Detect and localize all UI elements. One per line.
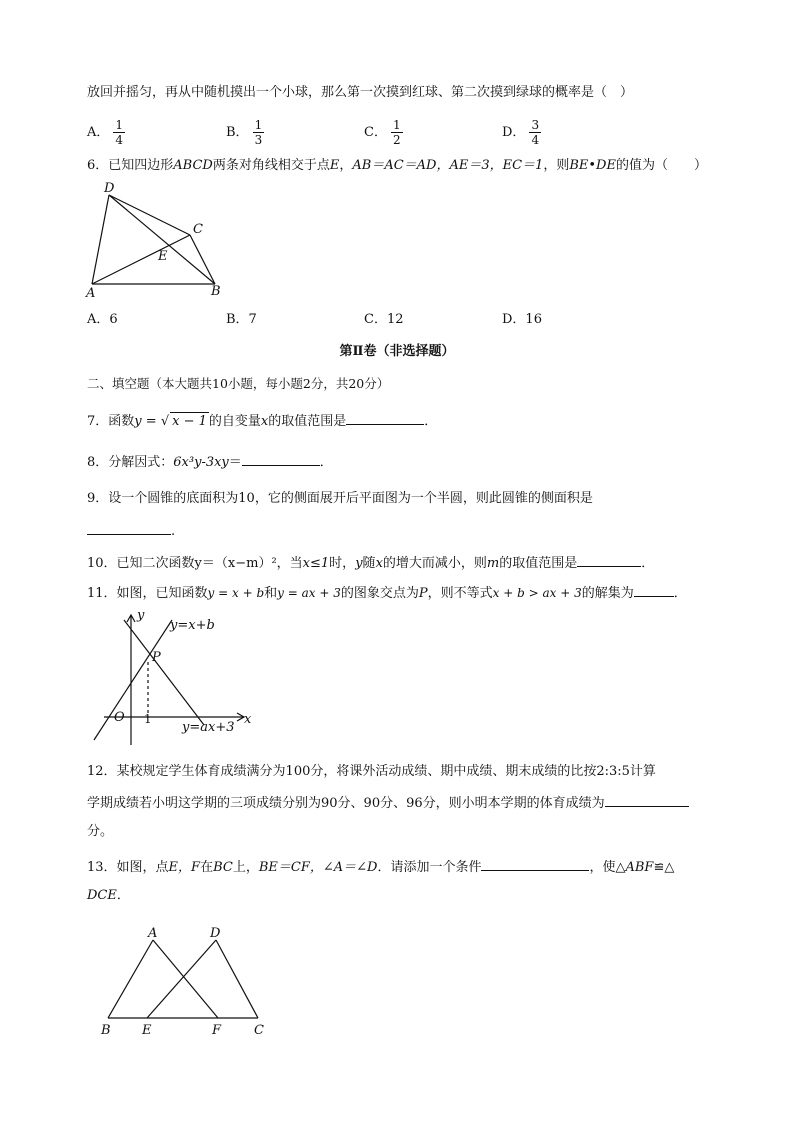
text: 的值为（ ） <box>615 158 707 173</box>
label-e: E <box>142 1023 152 1038</box>
diagonal-ac <box>92 235 190 284</box>
text: 上， <box>232 860 259 875</box>
math: AB＝AC＝AD，AE＝3，EC＝1 <box>352 158 544 173</box>
text: ． <box>641 556 655 571</box>
math: x≤1 <box>302 556 330 571</box>
denominator: 4 <box>115 133 124 147</box>
label-b: B <box>101 1023 111 1038</box>
text: 13．如图，点 <box>87 860 169 875</box>
sqrt-icon: √ <box>160 414 170 429</box>
text: 和 <box>264 586 278 601</box>
label-y-axis: y <box>137 608 145 623</box>
q7 <box>87 411 437 431</box>
text: 的取值范围是 <box>268 414 347 429</box>
math: y <box>134 414 142 429</box>
label-c: C <box>254 1023 264 1038</box>
math: y <box>355 556 363 571</box>
segment-af <box>153 940 218 1018</box>
label-a: A <box>148 926 158 941</box>
math: x + b > ax + 3 <box>492 586 582 600</box>
segment-ed <box>147 940 216 1018</box>
math: y = ax + 3 <box>277 586 341 600</box>
text: 的取值范围是 <box>499 556 578 571</box>
q6-option-b: B．7 <box>226 312 257 327</box>
fraction <box>253 118 265 147</box>
text: 学期成绩若小明这学期的三项成绩分别为90分、90分、96分，则小明本学期的体育成绩为 <box>87 796 605 811</box>
text: 8．分解因式： <box>87 455 174 470</box>
math: x <box>375 556 383 571</box>
text: 11．如图，已知函数 <box>87 586 208 601</box>
answer-blank[interactable] <box>346 411 424 425</box>
math: 6x³y-3xy <box>173 455 229 470</box>
q9-line1: 9．设一个圆锥的底面积为10，它的侧面展开后平面图为一个半圆，则此圆锥的侧面积是 <box>87 491 593 506</box>
text: ． <box>673 586 687 601</box>
edge-cb <box>190 235 215 284</box>
math: BE＝CF，∠A＝∠D <box>258 860 378 875</box>
text: 的解集为 <box>581 586 634 601</box>
answer-blank[interactable] <box>634 583 674 597</box>
text: 10．已知二次函数 <box>87 556 195 571</box>
q12-line2 <box>87 793 689 813</box>
text: 时， <box>329 556 356 571</box>
answer-blank[interactable] <box>481 857 589 871</box>
edge-da <box>92 195 109 284</box>
math: m <box>486 556 500 571</box>
text: 6．已知四边形 <box>87 158 174 173</box>
q12-line3: 分。 <box>87 824 114 839</box>
q8 <box>87 452 333 472</box>
segment-dc <box>216 940 258 1018</box>
option-label: C． <box>364 125 387 140</box>
label-e: E <box>158 249 168 264</box>
math: E <box>329 158 340 173</box>
label-c: C <box>193 222 203 237</box>
numerator: 3 <box>531 118 540 132</box>
q5-option-d <box>502 118 541 147</box>
q11 <box>87 583 687 603</box>
option-label: A． <box>87 125 110 140</box>
text: 在 <box>200 860 214 875</box>
text: ，使△ <box>589 860 626 875</box>
text: 的图象交点为 <box>340 586 419 601</box>
option-label: B． <box>226 125 249 140</box>
text: 两条对角线相交于点 <box>212 158 330 173</box>
denominator: 2 <box>392 133 401 147</box>
text: ，当 <box>276 556 303 571</box>
q10 <box>87 553 654 573</box>
label-d: D <box>104 181 115 196</box>
text: = <box>141 414 161 429</box>
numerator: 1 <box>115 118 124 132</box>
label-p: P <box>152 650 161 665</box>
label-y-x-b: y=x+b <box>170 618 215 633</box>
segment-ab <box>108 940 153 1018</box>
text: 7．函数 <box>87 414 135 429</box>
q6-figure <box>80 180 230 300</box>
text: ， <box>339 158 353 173</box>
q6-option-a: A．6 <box>87 312 118 327</box>
answer-blank[interactable] <box>242 452 320 466</box>
denominator: 4 <box>531 133 540 147</box>
fraction <box>529 118 541 147</box>
text: ，则 <box>543 158 570 173</box>
q12-line1: 12．某校规定学生体育成绩满分为100分，将课外活动成绩、期中成绩、期末成绩的比按2:3:5计算 <box>87 764 656 779</box>
math: BC <box>213 860 233 875</box>
text: ＝ <box>228 455 242 470</box>
text: ≌△ <box>653 860 675 875</box>
q5-stem: 放回并摇匀，再从中随机摸出一个小球，那么第一次摸到红球、第二次摸到绿球的概率是（ ） <box>87 85 634 100</box>
label-a: A <box>86 286 96 300</box>
text: 的增大而减小，则 <box>382 556 487 571</box>
text: . <box>171 524 176 539</box>
math: ABCD <box>173 158 213 173</box>
label-one: 1 <box>144 712 152 726</box>
text: ． <box>319 455 333 470</box>
math: ABF <box>625 860 654 875</box>
text: 的自变量 <box>208 414 261 429</box>
label-f: F <box>212 1023 222 1038</box>
math: y＝（x−m）² <box>194 556 277 571</box>
option-label: D． <box>502 125 526 140</box>
text: ．请添加一个条件 <box>377 860 482 875</box>
q6-option-c: C．12 <box>364 312 404 327</box>
label-x-axis: x <box>244 712 252 727</box>
math: E，F <box>168 860 201 875</box>
text: ． <box>116 888 130 903</box>
math: BE•DE <box>569 158 616 173</box>
line-y-x-b <box>94 620 172 740</box>
math: P <box>418 586 428 601</box>
text: 随 <box>362 556 376 571</box>
fraction <box>113 118 125 147</box>
q13-line2 <box>87 887 130 905</box>
diagonal-db <box>109 195 215 284</box>
fraction <box>391 118 403 147</box>
line-y-ax-3 <box>124 620 204 725</box>
numerator: 1 <box>254 118 263 132</box>
text: ． <box>424 414 438 429</box>
q5-option-a <box>87 118 125 147</box>
label-d: D <box>210 926 221 941</box>
part2-header: 二、填空题（本大题共10小题，每小题2分，共20分） <box>87 376 390 391</box>
denominator: 3 <box>254 133 263 147</box>
q9-line2 <box>87 521 175 541</box>
q13-figure <box>92 920 282 1040</box>
math: x <box>260 414 269 429</box>
math: y = x + b <box>207 586 265 600</box>
label-y-ax-3: y=ax+3 <box>182 720 235 735</box>
label-o: O <box>114 710 125 725</box>
answer-blank[interactable] <box>577 553 641 567</box>
text: ，则不等式 <box>427 586 493 601</box>
q13-line1 <box>87 857 674 877</box>
answer-blank[interactable] <box>87 521 171 535</box>
q11-figure <box>84 605 264 750</box>
section-title: 第Ⅱ卷（非选择题） <box>339 344 455 359</box>
label-b: B <box>211 284 221 299</box>
math: DCE <box>87 888 117 903</box>
q5-option-c <box>364 118 403 147</box>
q5-option-b <box>226 118 264 147</box>
answer-blank[interactable] <box>605 793 689 807</box>
q6-stem <box>87 157 707 175</box>
numerator: 1 <box>392 118 401 132</box>
q6-option-d: D．16 <box>502 312 542 327</box>
radicand: x − 1 <box>172 414 207 429</box>
